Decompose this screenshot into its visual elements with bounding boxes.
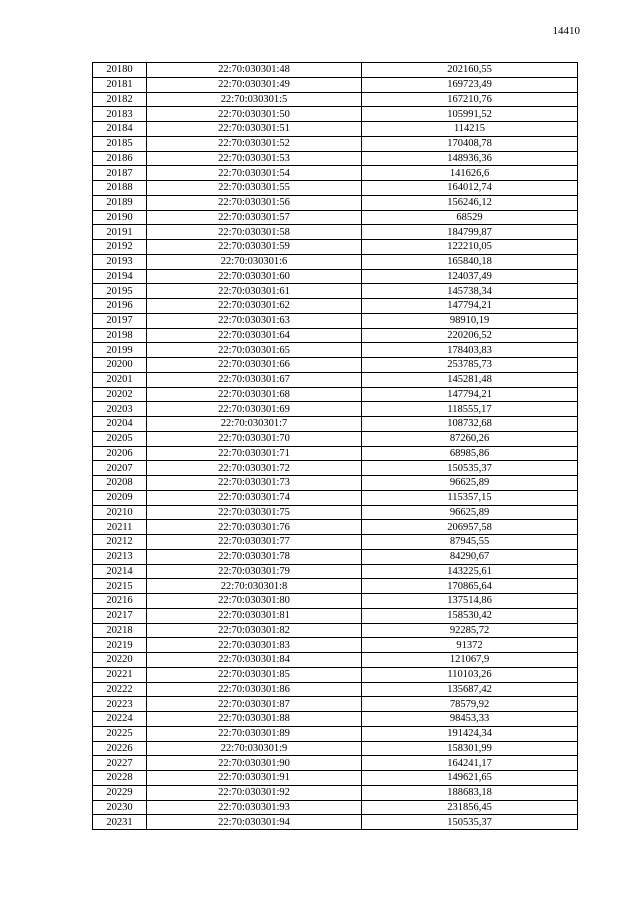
table-row — [93, 63, 578, 78]
cadastral-number-cell: 22:70:030301:51 — [147, 122, 362, 137]
table-row — [93, 608, 578, 623]
table-row — [93, 299, 578, 314]
cadastral-number-cell: 22:70:030301:53 — [147, 151, 362, 166]
row-number-cell: 20211 — [93, 520, 147, 535]
table-row — [93, 431, 578, 446]
table-row — [93, 151, 578, 166]
table-row — [93, 136, 578, 151]
row-number-cell: 20205 — [93, 431, 147, 446]
value-cell: 150535,37 — [362, 815, 578, 830]
value-cell: 145281,48 — [362, 372, 578, 387]
value-cell: 114215 — [362, 122, 578, 137]
value-cell: 188683,18 — [362, 785, 578, 800]
table-row — [93, 77, 578, 92]
cadastral-number-cell: 22:70:030301:92 — [147, 785, 362, 800]
row-number-cell: 20194 — [93, 269, 147, 284]
table-row — [93, 446, 578, 461]
row-number-cell: 20199 — [93, 343, 147, 358]
value-cell: 164012,74 — [362, 181, 578, 196]
value-cell: 164241,17 — [362, 756, 578, 771]
row-number-cell: 20207 — [93, 461, 147, 476]
row-number-cell: 20187 — [93, 166, 147, 181]
row-number-cell: 20225 — [93, 726, 147, 741]
value-cell: 178403,83 — [362, 343, 578, 358]
row-number-cell: 20190 — [93, 210, 147, 225]
value-cell: 87260,26 — [362, 431, 578, 446]
table-row — [93, 771, 578, 786]
value-cell: 96625,89 — [362, 476, 578, 491]
value-cell: 98910,19 — [362, 313, 578, 328]
row-number-cell: 20186 — [93, 151, 147, 166]
value-cell: 141626,6 — [362, 166, 578, 181]
cadastral-number-cell: 22:70:030301:73 — [147, 476, 362, 491]
table-row — [93, 254, 578, 269]
table-row — [93, 638, 578, 653]
table-row — [93, 210, 578, 225]
cadastral-number-cell: 22:70:030301:94 — [147, 815, 362, 830]
row-number-cell: 20216 — [93, 594, 147, 609]
cadastral-number-cell: 22:70:030301:71 — [147, 446, 362, 461]
table-row — [93, 181, 578, 196]
cadastral-number-cell: 22:70:030301:85 — [147, 667, 362, 682]
value-cell: 206957,58 — [362, 520, 578, 535]
value-cell: 110103,26 — [362, 667, 578, 682]
table-row — [93, 594, 578, 609]
table-row — [93, 490, 578, 505]
table-row — [93, 284, 578, 299]
cadastral-number-cell: 22:70:030301:52 — [147, 136, 362, 151]
cadastral-number-cell: 22:70:030301:59 — [147, 240, 362, 255]
row-number-cell: 20214 — [93, 564, 147, 579]
value-cell: 145738,34 — [362, 284, 578, 299]
table-row — [93, 343, 578, 358]
table-row — [93, 623, 578, 638]
cadastral-number-cell: 22:70:030301:6 — [147, 254, 362, 269]
table-row — [93, 549, 578, 564]
value-cell: 84290,67 — [362, 549, 578, 564]
table-row — [93, 195, 578, 210]
row-number-cell: 20221 — [93, 667, 147, 682]
cadastral-number-cell: 22:70:030301:67 — [147, 372, 362, 387]
cadastral-number-cell: 22:70:030301:91 — [147, 771, 362, 786]
cadastral-number-cell: 22:70:030301:72 — [147, 461, 362, 476]
table-row — [93, 461, 578, 476]
table-row — [93, 372, 578, 387]
cadastral-number-cell: 22:70:030301:65 — [147, 343, 362, 358]
value-cell: 92285,72 — [362, 623, 578, 638]
row-number-cell: 20196 — [93, 299, 147, 314]
cadastral-number-cell: 22:70:030301:78 — [147, 549, 362, 564]
row-number-cell: 20229 — [93, 785, 147, 800]
value-cell: 115357,15 — [362, 490, 578, 505]
table-row — [93, 358, 578, 373]
row-number-cell: 20223 — [93, 697, 147, 712]
row-number-cell: 20197 — [93, 313, 147, 328]
value-cell: 202160,55 — [362, 63, 578, 78]
table-row — [93, 815, 578, 830]
value-cell: 156246,12 — [362, 195, 578, 210]
cadastral-number-cell: 22:70:030301:5 — [147, 92, 362, 107]
table-row — [93, 741, 578, 756]
value-cell: 143225,61 — [362, 564, 578, 579]
row-number-cell: 20206 — [93, 446, 147, 461]
value-cell: 135687,42 — [362, 682, 578, 697]
cadastral-number-cell: 22:70:030301:93 — [147, 800, 362, 815]
cadastral-number-cell: 22:70:030301:48 — [147, 63, 362, 78]
row-number-cell: 20231 — [93, 815, 147, 830]
cadastral-number-cell: 22:70:030301:57 — [147, 210, 362, 225]
value-cell: 158301,99 — [362, 741, 578, 756]
row-number-cell: 20202 — [93, 387, 147, 402]
table-row — [93, 520, 578, 535]
row-number-cell: 20226 — [93, 741, 147, 756]
value-cell: 220206,52 — [362, 328, 578, 343]
value-cell: 170408,78 — [362, 136, 578, 151]
value-cell: 150535,37 — [362, 461, 578, 476]
table-row — [93, 756, 578, 771]
value-cell: 98453,33 — [362, 712, 578, 727]
cadastral-number-cell: 22:70:030301:70 — [147, 431, 362, 446]
table-row — [93, 653, 578, 668]
row-number-cell: 20189 — [93, 195, 147, 210]
row-number-cell: 20224 — [93, 712, 147, 727]
row-number-cell: 20217 — [93, 608, 147, 623]
cadastral-number-cell: 22:70:030301:84 — [147, 653, 362, 668]
row-number-cell: 20181 — [93, 77, 147, 92]
cadastral-number-cell: 22:70:030301:55 — [147, 181, 362, 196]
row-number-cell: 20185 — [93, 136, 147, 151]
row-number-cell: 20220 — [93, 653, 147, 668]
table-body — [93, 63, 578, 830]
row-number-cell: 20191 — [93, 225, 147, 240]
cadastral-value-table — [92, 62, 578, 830]
cadastral-number-cell: 22:70:030301:8 — [147, 579, 362, 594]
value-cell: 96625,89 — [362, 505, 578, 520]
value-cell: 124037,49 — [362, 269, 578, 284]
cadastral-number-cell: 22:70:030301:89 — [147, 726, 362, 741]
cadastral-number-cell: 22:70:030301:61 — [147, 284, 362, 299]
row-number-cell: 20228 — [93, 771, 147, 786]
cadastral-number-cell: 22:70:030301:49 — [147, 77, 362, 92]
table-row — [93, 682, 578, 697]
value-cell: 122210,05 — [362, 240, 578, 255]
cadastral-number-cell: 22:70:030301:62 — [147, 299, 362, 314]
table-row — [93, 107, 578, 122]
cadastral-number-cell: 22:70:030301:60 — [147, 269, 362, 284]
table-row — [93, 505, 578, 520]
value-cell: 184799,87 — [362, 225, 578, 240]
row-number-cell: 20198 — [93, 328, 147, 343]
value-cell: 158530,42 — [362, 608, 578, 623]
cadastral-number-cell: 22:70:030301:56 — [147, 195, 362, 210]
row-number-cell: 20182 — [93, 92, 147, 107]
cadastral-number-cell: 22:70:030301:50 — [147, 107, 362, 122]
value-cell: 148936,36 — [362, 151, 578, 166]
row-number-cell: 20208 — [93, 476, 147, 491]
cadastral-number-cell: 22:70:030301:58 — [147, 225, 362, 240]
cadastral-number-cell: 22:70:030301:80 — [147, 594, 362, 609]
table-row — [93, 328, 578, 343]
value-cell: 147794,21 — [362, 387, 578, 402]
row-number-cell: 20218 — [93, 623, 147, 638]
table-row — [93, 122, 578, 137]
value-cell: 170865,64 — [362, 579, 578, 594]
table-row — [93, 535, 578, 550]
cadastral-number-cell: 22:70:030301:83 — [147, 638, 362, 653]
cadastral-number-cell: 22:70:030301:9 — [147, 741, 362, 756]
row-number-cell: 20227 — [93, 756, 147, 771]
cadastral-number-cell: 22:70:030301:90 — [147, 756, 362, 771]
table-row — [93, 667, 578, 682]
row-number-cell: 20180 — [93, 63, 147, 78]
table-row — [93, 417, 578, 432]
table-row — [93, 726, 578, 741]
cadastral-number-cell: 22:70:030301:88 — [147, 712, 362, 727]
cadastral-number-cell: 22:70:030301:76 — [147, 520, 362, 535]
value-cell: 169723,49 — [362, 77, 578, 92]
cadastral-number-cell: 22:70:030301:81 — [147, 608, 362, 623]
value-cell: 167210,76 — [362, 92, 578, 107]
table-row — [93, 712, 578, 727]
row-number-cell: 20204 — [93, 417, 147, 432]
table-row — [93, 402, 578, 417]
cadastral-number-cell: 22:70:030301:87 — [147, 697, 362, 712]
row-number-cell: 20188 — [93, 181, 147, 196]
value-cell: 68985,86 — [362, 446, 578, 461]
table-row — [93, 240, 578, 255]
table-row — [93, 166, 578, 181]
value-cell: 118555,17 — [362, 402, 578, 417]
row-number-cell: 20192 — [93, 240, 147, 255]
row-number-cell: 20193 — [93, 254, 147, 269]
value-cell: 121067,9 — [362, 653, 578, 668]
row-number-cell: 20212 — [93, 535, 147, 550]
row-number-cell: 20213 — [93, 549, 147, 564]
table-row — [93, 387, 578, 402]
value-cell: 108732,68 — [362, 417, 578, 432]
table-row — [93, 269, 578, 284]
value-cell: 78579,92 — [362, 697, 578, 712]
value-cell: 231856,45 — [362, 800, 578, 815]
table-row — [93, 92, 578, 107]
cadastral-number-cell: 22:70:030301:77 — [147, 535, 362, 550]
value-cell: 91372 — [362, 638, 578, 653]
value-cell: 253785,73 — [362, 358, 578, 373]
table-row — [93, 313, 578, 328]
table-row — [93, 564, 578, 579]
row-number-cell: 20200 — [93, 358, 147, 373]
cadastral-number-cell: 22:70:030301:79 — [147, 564, 362, 579]
table-row — [93, 579, 578, 594]
value-cell: 149621,65 — [362, 771, 578, 786]
cadastral-number-cell: 22:70:030301:7 — [147, 417, 362, 432]
row-number-cell: 20203 — [93, 402, 147, 417]
table-row — [93, 800, 578, 815]
cadastral-number-cell: 22:70:030301:86 — [147, 682, 362, 697]
cadastral-number-cell: 22:70:030301:69 — [147, 402, 362, 417]
table-row — [93, 697, 578, 712]
cadastral-number-cell: 22:70:030301:74 — [147, 490, 362, 505]
value-cell: 87945,55 — [362, 535, 578, 550]
row-number-cell: 20195 — [93, 284, 147, 299]
table-row — [93, 785, 578, 800]
cadastral-number-cell: 22:70:030301:64 — [147, 328, 362, 343]
value-cell: 165840,18 — [362, 254, 578, 269]
cadastral-number-cell: 22:70:030301:68 — [147, 387, 362, 402]
cadastral-number-cell: 22:70:030301:75 — [147, 505, 362, 520]
value-cell: 68529 — [362, 210, 578, 225]
table-row — [93, 225, 578, 240]
value-cell: 191424,34 — [362, 726, 578, 741]
cadastral-number-cell: 22:70:030301:82 — [147, 623, 362, 638]
cadastral-number-cell: 22:70:030301:66 — [147, 358, 362, 373]
row-number-cell: 20184 — [93, 122, 147, 137]
row-number-cell: 20183 — [93, 107, 147, 122]
row-number-cell: 20201 — [93, 372, 147, 387]
table-row — [93, 476, 578, 491]
cadastral-number-cell: 22:70:030301:54 — [147, 166, 362, 181]
value-cell: 147794,21 — [362, 299, 578, 314]
value-cell: 137514,86 — [362, 594, 578, 609]
page-number: 14410 — [552, 25, 580, 37]
cadastral-number-cell: 22:70:030301:63 — [147, 313, 362, 328]
row-number-cell: 20230 — [93, 800, 147, 815]
row-number-cell: 20222 — [93, 682, 147, 697]
row-number-cell: 20210 — [93, 505, 147, 520]
row-number-cell: 20209 — [93, 490, 147, 505]
value-cell: 105991,52 — [362, 107, 578, 122]
row-number-cell: 20215 — [93, 579, 147, 594]
row-number-cell: 20219 — [93, 638, 147, 653]
